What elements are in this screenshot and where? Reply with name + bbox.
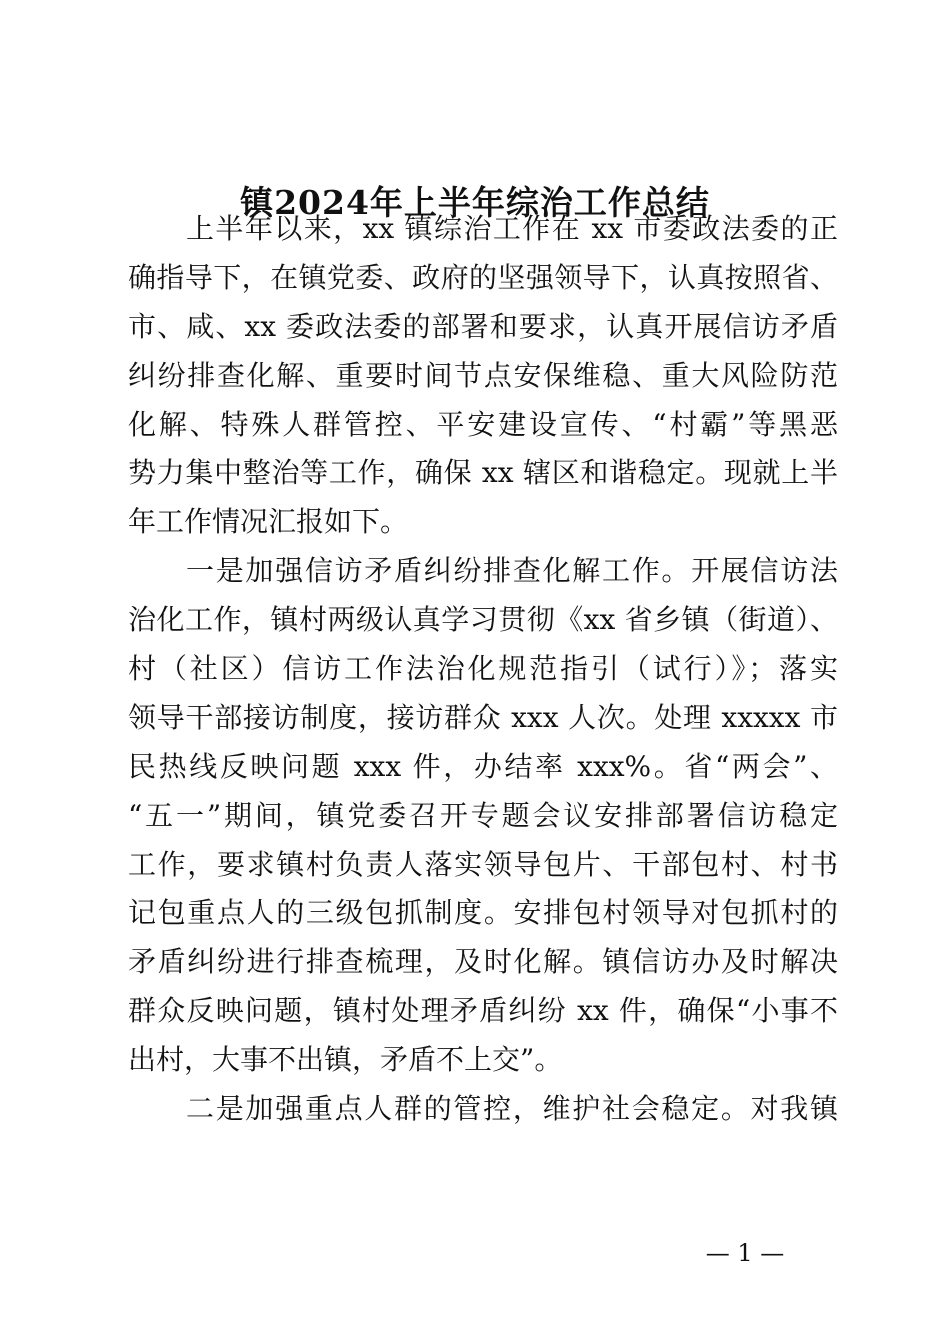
paragraph-1-line-7: 年工作情况汇报如下。 bbox=[128, 505, 409, 539]
paragraph-2-line-1: 一是加强信访矛盾纠纷排查化解工作。开展信访法 bbox=[186, 554, 838, 588]
paragraph-2-line-10: 群众反映问题，镇村处理矛盾纠纷 xx 件，确保“小事不 bbox=[128, 994, 838, 1028]
paragraph-2-line-7: 工作，要求镇村负责人落实领导包片、干部包村、村书 bbox=[128, 847, 838, 881]
paragraph-2-line-5: 民热线反映问题 xxx 件，办结率 xxx%。省“两会”、 bbox=[128, 749, 838, 783]
paragraph-3-line-1: 二是加强重点人群的管控，维护社会稳定。对我镇 bbox=[186, 1092, 838, 1126]
paragraph-1-line-5: 化解、特殊人群管控、平安建设宣传、“村霸”等黑恶 bbox=[128, 407, 838, 441]
paragraph-1-line-2: 确指导下，在镇党委、政府的坚强领导下，认真按照省、 bbox=[128, 260, 838, 294]
document-body bbox=[128, 205, 838, 1134]
paragraph-1-line-3: 市、咸、xx 委政法委的部署和要求，认真开展信访矛盾 bbox=[128, 309, 838, 343]
paragraph-2-line-11: 出村，大事不出镇，矛盾不上交”。 bbox=[128, 1043, 563, 1077]
document-title: 镇2024年上半年综治工作总结 bbox=[240, 183, 710, 222]
page-number: — 1 — bbox=[705, 1239, 785, 1267]
paragraph-1-line-6: 势力集中整治等工作，确保 xx 辖区和谐稳定。现就上半 bbox=[128, 456, 838, 490]
paragraph-2-line-3: 村（社区）信访工作法治化规范指引（试行）》；落实 bbox=[128, 652, 838, 686]
paragraph-2-line-8: 记包重点人的三级包抓制度。安排包村领导对包抓村的 bbox=[128, 896, 838, 930]
paragraph-2-line-4: 领导干部接访制度，接访群众 xxx 人次。处理 xxxxx 市 bbox=[128, 700, 838, 734]
paragraph-2-line-2: 治化工作，镇村两级认真学习贯彻《xx 省乡镇（街道）、 bbox=[128, 603, 838, 637]
paragraph-2-line-6: “五一”期间，镇党委召开专题会议安排部署信访稳定 bbox=[128, 798, 838, 832]
paragraph-1-line-4: 纠纷排查化解、重要时间节点安保维稳、重大风险防范 bbox=[128, 358, 838, 392]
paragraph-2-line-9: 矛盾纠纷进行排查梳理，及时化解。镇信访办及时解决 bbox=[128, 945, 838, 979]
paragraph-1-line-1: 上半年以来，xx 镇综治工作在 xx 市委政法委的正 bbox=[186, 212, 838, 245]
